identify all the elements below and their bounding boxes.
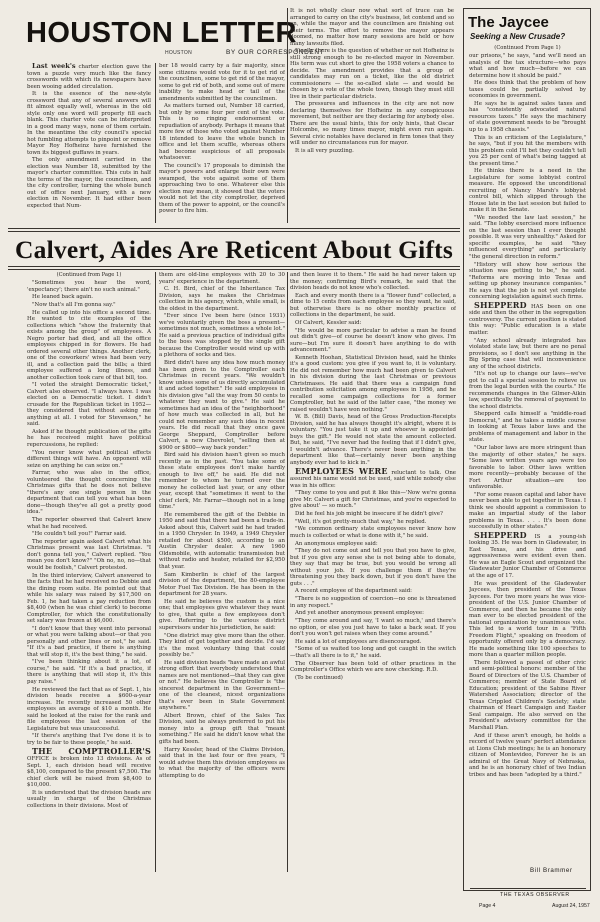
article-paragraph: In the third interview, Calvert answered to the facts that he had received no Debbie and the dining room suite. He pointed out that while his salary was raised by $17,500 on Feb. 1, he had taken a pay reduction from $8,400 (when he was chief clerk) to become Comptroller, for which the constitutionally set salary was frozen at $6,000.: [27, 572, 151, 625]
article-paragraph: This is an criticism of the Legislature," he says, "but if you hit the members with this problem cold I'll bet they couldn't tell you 25 per cent of what's being tagged at the present time.": [469, 134, 586, 167]
article-paragraph: "Well, it's got pretty-much that way," he replied.: [295, 518, 427, 525]
article-paragraph: "I've been thinking about it a lot, of course," he said. "If it's a bad practice, if there is anything that will stop it, it's this pay raise.": [27, 659, 151, 685]
jaycee-subheadline: Seeking a New Crusade?: [470, 32, 566, 41]
article-paragraph: them are old-line employees with 20 to 30 years' experience in the department.: [159, 272, 285, 285]
article-paragraph: "There is no suggestion of coercion—no one is threatened in any respect.": [290, 596, 456, 609]
article-paragraph: SHEPPERD IS a young-ish looking 35. He was born in Gladewater, in East Texas, and his drive and aggressiveness were evident even then. He was an Eagle Scout and organized the Gladewater Junior Chamber of Commerce at the age of 17.: [469, 529, 586, 579]
article-paragraph: Bird didn't have any idea how much money has been given to the Comptroller each Christmas in recent years. "We wouldn't know unless some of us directly accumulated it and acted together." He said employees in his division give "all the way from 50 cents to whatever they want to give." He said he sometimes had an idea of the "neighborhood" of how much was collected in all, but he could not remember any such idea in recent years. He did recall that they once gave George Sheppard, Comptroller before Calvert, a new Chevrolet, "selling then at $900 or $800—way back yonder.": [159, 360, 285, 451]
calvert-column-3: [290, 272, 456, 872]
article-paragraph: It is not wholly clear now what sort of truce can be arranged to carry on the city's business, let contend and so on, while the mayor and the councilmen are finishing out their terms. The effort to remove the mayor appears doomed, no matter how many sessions are held or how many lawsuits filed.: [290, 8, 454, 47]
article-paragraph: Last week's charter election gave the town a puzzle very much like the fancy crosswords with which its newspapers have been wooing added circulation.: [27, 63, 151, 90]
article-paragraph: "He couldn't tell you!" Farrar said.: [32, 531, 127, 538]
article-paragraph: The Observer has been told of other practices in the Comptroller's Office which we are now checking. R.D.: [290, 660, 456, 674]
article-paragraph: He does think that the problem of how taxes could be partially solved by economies in government.: [469, 80, 586, 100]
article-paragraph: "One district may give more than the other. They kind of get together and decide. I'd say it's the most voluntary thing that could possibly be.": [159, 632, 285, 658]
footer-page-number: Page 4: [479, 903, 496, 909]
article-paragraph: W. B. (Bill) Davis, head of the Gross Production-Receipts Division, said he has always thought it's alright, where it is voluntary. "You just take it up and whoever is appointed buys the gift." He would not state the amount collected. But, he said, "I've never had the feeling that if I didn't give, I wouldn't advance. There's never been anything in the department like that—certainly never been anything anybody ever had to kick in.": [290, 414, 456, 466]
article-paragraph: "You never know what political effects different things will have. An opponent will seize on anything he can seize on.": [27, 449, 151, 469]
article-paragraph: He said a lot of employees are disencouraged.: [295, 638, 422, 645]
article-paragraph: "They come to you and put it like this—'Now we're gonna give Mr. Calvert a gift for Christmas, and you're expected to give about' — so much.": [290, 490, 456, 510]
article-paragraph: It is understood that the division heads are usually in charge of the Christmas collections in their divisions. Most of: [27, 789, 151, 809]
article-paragraph: "Ever since I've been here (since 1931) we've voluntarily given the boss a present—sometimes not much, sometimes a whole lot." He said a previous practice of individual gifts to the boss was stopped by the single gift because the Comptroller would wind up with a plethora of socks and ties.: [159, 313, 285, 359]
article-paragraph: And if these aren't enough, he holds a record of twelve years' perfect attendance at Lions Club meetings; he is an honorary citizen of Montevideo, Forever he is an admiral of the Great Navy of Nebraska, and he is an honorary chief of two Indian tribes and has been "adopted by a third.": [469, 732, 586, 778]
article-paragraph: SHEPPERD HAS been on one side and then the other in the segregation controversy. The current position is stated this way: "Public education is a state matter.: [469, 299, 586, 336]
article-paragraph: ber 18 would carry by a fair majority, since some citizens would vote for it to get rid of the councilmen, some to get rid of the mayor, some to get rid of both, and some out of mere inability to make head or tail of the amendments submitted by the councilmen.: [159, 63, 285, 102]
article-paragraph: He thinks there is a need in the Legislature for some lobbyist control measure. He opposed the unconditional recruiting of Nancy Marsh's lobbyist control bill, which slipped through the House late in the last session but failed to make it in the Senate.: [469, 168, 586, 214]
article-paragraph: He says he is against sales taxes and has "consistently advocated natural resources taxes." He says the machinery of state government needs to be "brought up to a 1958 chassis.": [469, 100, 586, 133]
article-paragraph: Did he feel his job might be insecure if he didn't give?: [295, 511, 443, 517]
article-paragraph: It is all very puzzling.: [295, 148, 354, 155]
article-paragraph: "It's not up to change our laws—we've got to call a special session to relieve us from the legal burden with the courts." He recommends changes in the Gilmer-Aikin law, specifically the removal of payment to the school districts.: [469, 371, 586, 410]
article-paragraph: "We common ordinary state employees never know how much is collected or what is done with it," he said.: [290, 526, 456, 539]
column-rule: [287, 272, 288, 872]
article-paragraph: our prisons," he says, "and we'll need an analysis of the tax structure—who pays what and how much—before we can determine how it should be paid.": [469, 53, 586, 79]
article-paragraph: "Any school already integrated has violated state law, but there are no penal provisions, so I don't see anything in the Big Spring case that will inconvenience any of the school districts.: [469, 337, 586, 370]
article-paragraph: He said division heads "have made an awful strong effort that everybody understood that names are not mentioned—that they can give or not." He believes the Comptroller is "the sincerest department in the Government—one of the cleanest, nicest organizations that's ever been in State Government anywhere.": [159, 659, 285, 712]
article-paragraph: "They do not come out and tell you that you have to give, but if you give any sense she is not being able to donate, they say that may be true, but you would be wrong all without your job. If you challenge them if they're threatening you they back down, but if you don't have the guts . . .": [290, 548, 456, 587]
houston-dateline: HOUSTON: [165, 50, 193, 56]
article-paragraph: Asked if he thought publication of the gifts he has received might have political repercussions, he replied:: [27, 428, 151, 448]
article-paragraph: He leaned back again.: [32, 294, 94, 301]
calvert-headline: Calvert, Aides Are Reticent About Gifts: [15, 235, 453, 264]
calvert-column-2: [159, 272, 285, 872]
jaycee-headline: The Jaycee: [468, 14, 549, 31]
article-paragraph: He called up into his office a second time. He wanted to cite examples of the collections which "show the fraternity that exists among the group" of employees. A Negro porter had died, and all the office employees chipped in for flowers. He had ordered several other things. Another clerk, one of the coworkers' wives had been very ill, and a collection paid the bills; a third employee suffered a long illness, and another collection took care of that bill, too.: [27, 309, 151, 381]
article-paragraph: The pressures and influences in the city are not now declaring themselves for Hofheinz in any conspicuous movement, but neither are they declaring for anybody else. There are the usual hints, this for only hints, that Oscar Holcombe, so many times mayor, might even run again. Several civic notables have declared in firm tones that they will under no circumstances run for mayor.: [290, 101, 454, 147]
article-paragraph: Sam Kimberlin is chief of the largest division of the department, the 80-employee Motor Fuel Tax Division. He has been in the department for 28 years.: [159, 571, 285, 598]
article-paragraph: "For some reason capital and labor have never been able to get together in Texas. I think we should appoint a commission to make an impartial study of the labor problems in Texas. . . . It's been done successfully in other states.": [469, 491, 586, 531]
article-paragraph: "I voted the straight Democratic ticket," Calvert also observed. "I always have. I was elected on a Democratic ticket. I didn't crusade for the Republican ticket in 1952—they considered that without asking me anything at all. I voted for Stevenson," he said.: [27, 382, 151, 428]
article-paragraph: C. H. Bird, chief of the Inheritance Tax Division, says he makes the Christmas collection in his agency, which, while small, is the oldest in the department.: [159, 286, 285, 312]
article-paragraph: It is the essence of the new-style crossword that any of several answers will fit almost equally well, whereas in the old style only one word will properly fill each blank. This charter vote can be interpreted in a good many ways, none of them certain. In the meantime the city council's special hot fumbling attempts to pinpoint or remove Mayor Roy Hofheinz have furnished the town its biggest guffaws in years.: [27, 91, 151, 156]
continued-line: (Continued From Page 1): [494, 45, 561, 51]
column-rule: [287, 8, 288, 223]
footer-publication: THE TEXAS OBSERVER: [500, 892, 570, 898]
article-paragraph: (To be continued): [295, 674, 343, 681]
article-paragraph: Harry Kessler, head of the Claims Division, said that in the last four or five years, "I would advise them this division employees as to what the majority of the officers were attempting to do: [159, 746, 285, 779]
footer-date: August 24, 1957: [552, 903, 590, 909]
article-paragraph: The reporter again asked Calvert what his Christmas present was last Christmas. "I don't gonna tell you," Calvert replied. "You mean you don't know?" "Oh no, no, no—that would be foolish," Calvert protested.: [27, 538, 151, 571]
article-paragraph: And yet another anonymous present employee:: [295, 610, 424, 617]
article-paragraph: He was president of the Gladewater Jaycees, then president of the Texas Jaycees. For two more years he was vice-president of the U.S. Junior Chamber of Commerce, and then he became the only man ever to be elected president of the national organization by unanimous vote. This led to a world tour in a "Fifth Freedom Flight," speaking on freedom of opportunity offered only by a democracy. He made something like 100 speeches to more than a quarter million people.: [469, 580, 586, 659]
article-paragraph: "Sometimes you hear the word, 'expectancy'; there ain't no such animal.": [27, 280, 151, 293]
section-divider: [8, 266, 460, 270]
continued-line: (Continued from Page 1): [56, 272, 122, 278]
article-paragraph: Farrar, who was also in the office, volunteered the thought concerning the Christmas gifts that he does not believe "there's any one single person in the department that can tell you what has been done—though they've all got a pretty good idea.": [27, 470, 151, 516]
article-paragraph: "Some of us waited too long and got caught in the switch—that's all there is to it," he said.: [290, 646, 456, 659]
article-paragraph: Finally there is the question of whether or not Hofheinz is still strong enough to be re-elected mayor in November. His term was cut short to give the 1958 voters a chance to decide. The amendment provides that a group of candidates may run on a ticket, like the old district commissioners — the so-called slate — and would be chosen by a vote of the whole town, though they must still live in their particular districts.: [290, 48, 454, 100]
article-paragraph: Albert Brown, chief of the Sales Tax Division, said he always preferred to put his money into a group gift that "meant something." He said he didn't know what the gifts had been.: [159, 712, 285, 745]
article-paragraph: He reviewed the fact that as of Sept. 1, his division heads receive a $600-a-year increase. He recently increased 50 other employees an average of $10 a month. He said he looked at the raise for the rank and file employees the last session of the Legislature but was unsuccessful.: [27, 686, 151, 732]
article-paragraph: "History will show how serious the situation was getting to be," he said. "Reforms are moving into Texas and setting up phoney insurance companies." He says that the job is not yet complete concerning legislation against such firms.: [469, 261, 586, 301]
article-paragraph: The reporter observed that Calvert knew what he had received.: [27, 517, 151, 530]
article-paragraph: Shepperd calls himself a "middle-road Democrat," and he takes a middle course in looking at Texas labor laws and the problems of management and labor in the state.: [469, 411, 586, 444]
calvert-column-1: [27, 272, 151, 872]
houston-column-3: [290, 8, 454, 224]
article-paragraph: Each and every month there is a "flower fund" collected, a dime to 15 cents from each employee so they want, he said, but otherwise there is no other monthly practice of collections in the department, he said.: [290, 292, 456, 319]
article-paragraph: Bird said his division hasn't given so much recently as in the past. "You take some of these state employees don't make hardly enough to live off," he said. He did not remember to whom he turned over the money he collected last year, or any other year, except that "sometimes it went to the chief clerk, Mr. Farrar—though not in a long time.": [159, 452, 285, 511]
article-paragraph: He remembered the gift of the Debbie in 1950 and said that there had been a trade-in. Asked about this, Calvert said he had traded in a 1950 Chrysler. In 1949, a 1949 Chrysler retailed for about $500, according to an Austin Chrysler dealer. A new 1960 Oldsmobile, with automatic transmission but without radio and heater, retailed for $2,950 that year.: [159, 511, 285, 570]
article-paragraph: and then leave it to them." He said he had never taken up the money; confirming Bird's remark, he said that the division heads do not know who's collected.: [290, 272, 456, 291]
column-rule: [155, 272, 156, 872]
article-paragraph: As matters turned out, Number 18 carried, but only by some four per cent of the vote. This is no ringing endorsement or repudiation of anybody. Perhaps it means that more few of those who voted against Number 18 intended to leave the whole bunch in office and let them scuffle, whereas others had become suspicious of all proposals whatsoever.: [159, 103, 285, 162]
article-paragraph: Kenneth Hoohan, Statistical Division head, said he thinks it's a good custom: you give if you want to, it is voluntary. He did not remember how much had been given to Calvert in his division during the last Christmas or previous Christmases. He said that there was a campaign fund contribution solicitation among employees in 1956, and he recalled some campaign collections for a former Comptroller, but he said of the latter case, "the money we raised wouldn't have won nothing.": [290, 354, 456, 413]
jaycee-column: [469, 45, 586, 860]
houston-column-1: [27, 63, 151, 224]
houston-column-2: [159, 63, 285, 224]
houston-letter-headline: HOUSTON LETTER: [26, 17, 297, 49]
article-paragraph: "Now that's all I'm gonna say.": [32, 301, 116, 308]
article-paragraph: There followed a passel of other civic and semi-political honors: member of the Board of Directors of the U.S. Chamber of Commerce; member of State Board of Education; president of the Sabine River Watershed Association; director of the Texas Crippled Children's Society; state chairman of Heart Campaign and Easter Seal campaign. He also served on the President's advisory committee for the Marshall Plan.: [469, 659, 586, 731]
houston-byline: BY OUR CORRESPONDENT: [226, 49, 325, 56]
article-paragraph: "They come around and say, 'I want so much,' and there's no option, or else you just have to take a back seat. If you don't you won't get raises when they come around.": [290, 618, 456, 637]
article-paragraph: A recent employee of the department said:: [295, 588, 412, 595]
article-paragraph: Of Calvert, Kessler said:: [295, 319, 362, 326]
article-paragraph: The only amendment carried in the election was Number 18, submitted by the mayor's charter committee. This cuts in half the terms of the mayor, the councilmen, and the city controller, turning the whole bunch out of office next January, with a new election in November. It had either been expected that Num-: [27, 157, 151, 209]
article-paragraph: "If there's anything that I've done it is to try to be fair to these people," he said.: [27, 733, 151, 746]
article-paragraph: He said he believes the custom is a nice one; that employees give whatever they want to give, that quite a few employees don't give. Referring to the various district supervisors under his jurisdiction, he said:: [159, 598, 285, 631]
article-paragraph: THE COMPTROLLER'S OFFICE is broken into 13 divisions. As of Sept. 1, each division head will receive $8,100, compared to the present $7,500. The chief clerk will be raised from $8,400 to $10,000.: [27, 745, 151, 788]
article-paragraph: An anonymous employee said:: [295, 540, 378, 547]
footer-rule: [470, 888, 586, 889]
column-rule: [155, 63, 156, 223]
section-divider: [8, 228, 460, 232]
article-paragraph: "Our labor laws are more stringent than the majority of other states," he says. "Some laws written years ago were too favorable to labor. Other laws written more recently—probably because of the Fort Arthur situation—are too unfavorable.: [469, 445, 586, 491]
article-paragraph: "We needed the law last session," he said. "The lobby exercised more influence on the last session than I ever thought possible. It was very unhealthy." Asked for specific examples, he said "they influenced everything" and particularly "the general direction in reform.": [469, 214, 586, 260]
article-paragraph: "I don't know that they went into personal or what you were talking about—or that you personally and other lines or not," he said. "If it's a bad practice, if there is anything that will stop it, it's the best thing," he said.: [27, 625, 151, 658]
article-paragraph: The council's 17 proposals to diminish the mayor's powers and enlarge their own were swamped, the vote against some of them approaching two to one. Whatever else this election may mean, it showed that the voters would not let the city comptroller, deprived them of the power to appoint, or the council's power to fire him.: [159, 162, 285, 215]
article-paragraph: EMPLOYEES WERE reluctant to talk. One assured his name would not be used, said while nobody else was in his office:: [290, 465, 456, 489]
article-paragraph: "He would be more particular to advise a man he found out didn't give—of course he doesn't know who gives. I'm sure—but I'm sure it doesn't have anything to do with advancement.": [290, 327, 456, 354]
author-signature: Bill Brammer: [530, 867, 573, 874]
